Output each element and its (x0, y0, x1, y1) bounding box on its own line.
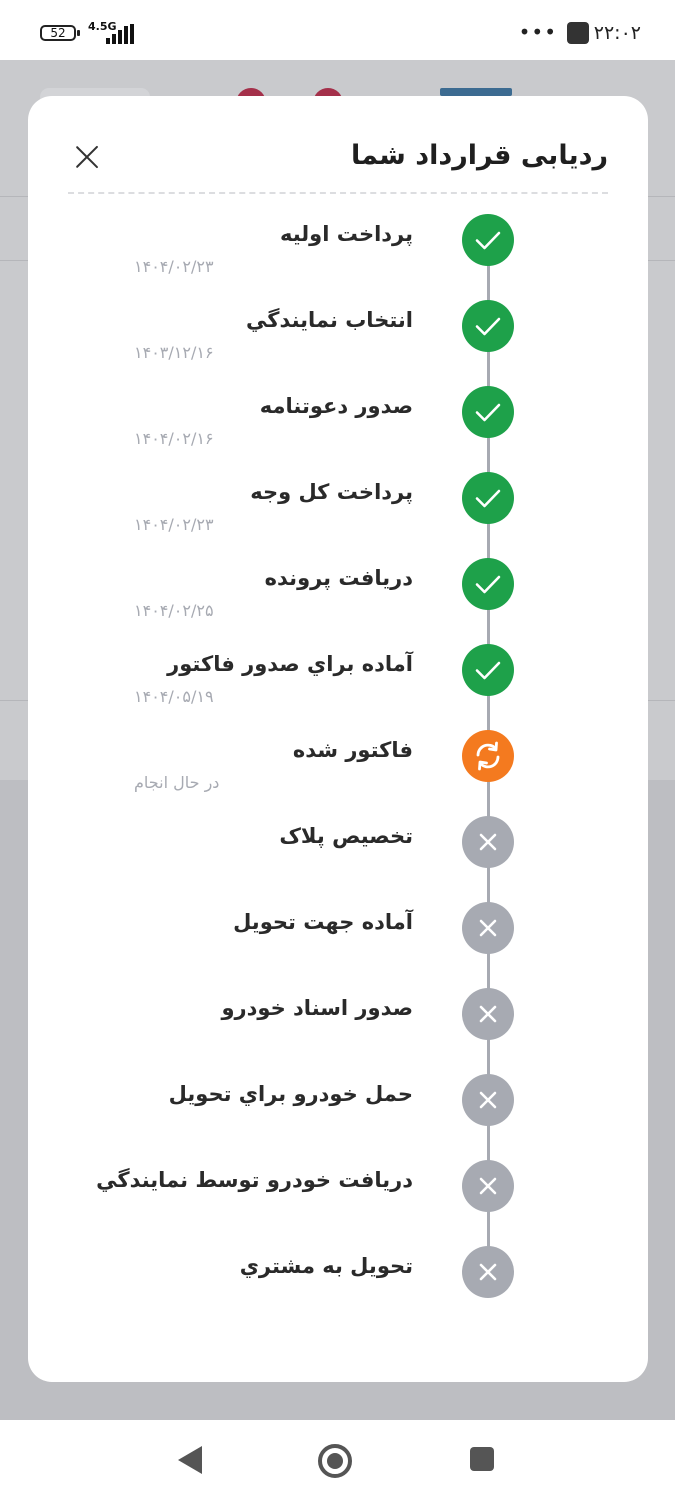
timeline-step (28, 644, 648, 730)
close-icon[interactable] (72, 142, 102, 172)
step-label: پرداخت کل وجه (250, 480, 413, 504)
close-icon (462, 1160, 514, 1212)
modal-title: ردیابی قرارداد شما (351, 140, 608, 171)
timeline-step (28, 1074, 648, 1160)
timeline-step (28, 988, 648, 1074)
title-divider (68, 192, 608, 194)
timeline-step (28, 558, 648, 644)
close-icon (462, 902, 514, 954)
close-icon (462, 816, 514, 868)
check-icon (462, 558, 514, 610)
step-label: صدور اسناد خودرو (221, 996, 413, 1020)
step-date: ۱۴۰۴/۰۲/۲۵ (134, 601, 214, 620)
timeline-step (28, 816, 648, 902)
contract-tracking-modal (28, 96, 648, 1382)
close-icon (462, 1246, 514, 1298)
step-date: ۱۴۰۴/۰۲/۲۳ (134, 515, 214, 534)
timeline-step (28, 214, 648, 300)
timeline-step (28, 386, 648, 472)
timeline-step (28, 1160, 648, 1246)
step-label: دريافت پرونده (264, 566, 413, 590)
step-label: حمل خودرو براي تحويل (168, 1082, 413, 1106)
timeline-step (28, 300, 648, 386)
home-icon[interactable] (318, 1444, 352, 1478)
recents-icon[interactable] (470, 1447, 494, 1471)
check-icon (462, 386, 514, 438)
sync-icon (462, 730, 514, 782)
step-status: در حال انجام (134, 773, 220, 792)
network-type: 4.5G (88, 20, 117, 33)
timeline-step (28, 1246, 648, 1332)
timeline-step (28, 472, 648, 558)
step-date: ۱۴۰۳/۱۲/۱۶ (134, 343, 214, 362)
more-notifications-icon: ••• (518, 20, 557, 44)
step-label: تخصيص پلاک (279, 824, 413, 848)
step-label: آماده جهت تحويل (233, 910, 413, 934)
step-label: آماده براي صدور فاکتور (167, 652, 413, 676)
app-notification-icon (567, 22, 589, 44)
signal-icon (106, 24, 134, 44)
step-label: انتخاب نمايندگي (246, 308, 413, 332)
battery-icon: 52 (40, 25, 76, 41)
timeline-step (28, 730, 648, 816)
clock: ۲۲:۰۲ (593, 22, 641, 44)
background-bar (440, 88, 512, 96)
close-icon (462, 1074, 514, 1126)
close-icon (462, 988, 514, 1040)
step-label: دريافت خودرو توسط نمايندگي (96, 1168, 413, 1192)
timeline-step (28, 902, 648, 988)
step-date: ۱۴۰۴/۰۲/۲۳ (134, 257, 214, 276)
step-date: ۱۴۰۴/۰۵/۱۹ (134, 687, 214, 706)
status-bar (0, 0, 675, 60)
check-icon (462, 472, 514, 524)
step-label: تحويل به مشتري (239, 1254, 413, 1278)
step-label: فاکتور شده (292, 738, 413, 762)
navigation-bar (0, 1420, 675, 1500)
check-icon (462, 300, 514, 352)
step-label: صدور دعوتنامه (259, 394, 413, 418)
back-icon[interactable] (178, 1446, 202, 1474)
check-icon (462, 644, 514, 696)
step-label: پرداخت اولیه (279, 222, 413, 246)
check-icon (462, 214, 514, 266)
step-date: ۱۴۰۴/۰۲/۱۶ (134, 429, 214, 448)
